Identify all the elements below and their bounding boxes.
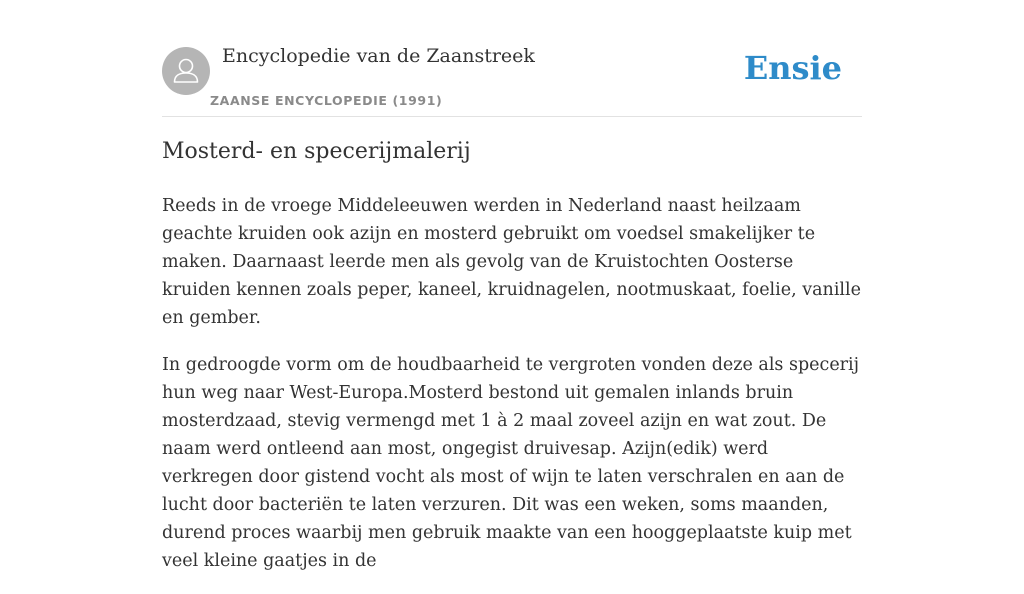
article-title: Mosterd- en specerijmalerij [162, 139, 471, 164]
source-subtitle: ZAANSE ENCYCLOPEDIE (1991) [210, 93, 443, 108]
user-icon [162, 47, 210, 95]
source-title-link[interactable]: Encyclopedie van de Zaanstreek [222, 45, 535, 67]
article-paragraph: In gedroogde vorm om de houdbaarheid te vergroten vonden deze als specerij hun weg naar West-Europa.Mosterd bestond uit gemalen inlands bruin mosterdzaad, stevig vermengd met 1 à 2 maal zoveel azijn en wat zout. De naam werd ontleend aan most, ongegist druivesap. Azijn(edik) werd verkregen door gistend vocht als most of wijn te laten verschralen en aan de lucht door bacteriën te laten verzuren. Dit was een weken, soms maanden, durend proces waarbij men gebruik maakte van een hooggeplaatste kuip met veel kleine gaatjes in de [162, 355, 860, 571]
header [162, 0, 862, 117]
avatar[interactable] [162, 47, 210, 95]
brand-logo-link[interactable]: Ensie [743, 49, 842, 87]
article-body [162, 192, 862, 594]
page [162, 0, 862, 571]
article-paragraph: Reeds in de vroege Middeleeuwen werden in Nederland naast heilzaam geachte kruiden ook azijn en mosterd gebruikt om voedsel smakelijker te maken. Daarnaast leerde men als gevolg van de Kruistochten Oosterse kruiden kennen zoals peper, kaneel, kruidnagelen, nootmuskaat, foelie, vanille en gember. [162, 196, 861, 328]
